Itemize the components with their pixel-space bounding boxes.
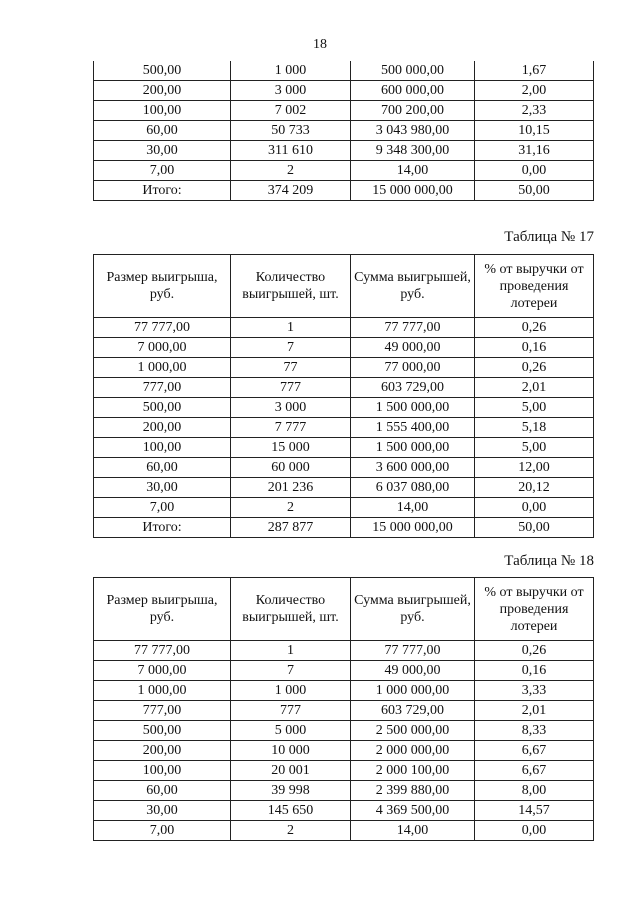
table-row: [94, 378, 594, 398]
table-18-caption: Таблица № 18: [504, 553, 594, 569]
table-row: [94, 318, 594, 338]
table-cell: 15 000 000,00: [351, 181, 475, 201]
table-cell: 200,00: [94, 741, 231, 761]
table-row: [94, 498, 594, 518]
table-cell: 7 000,00: [94, 338, 231, 358]
table-cell: 12,00: [475, 458, 594, 478]
table-row: [94, 721, 594, 741]
table-body: [94, 641, 594, 841]
table-cell: 145 650: [231, 801, 351, 821]
table-row: [94, 478, 594, 498]
table-cell: 1 000: [231, 61, 351, 81]
table-cell: 3,33: [475, 681, 594, 701]
table-cell: 60,00: [94, 121, 231, 141]
table-cell: 7 002: [231, 101, 351, 121]
table-cell: 0,26: [475, 641, 594, 661]
table-cell: 1 000: [231, 681, 351, 701]
column-header: % от выручки от проведения лотереи: [475, 578, 594, 641]
table-cell: 5,00: [475, 438, 594, 458]
table-cell: 2,33: [475, 101, 594, 121]
table-cell: 2,00: [475, 81, 594, 101]
table-cell: 5,18: [475, 418, 594, 438]
table-cell: 49 000,00: [351, 338, 475, 358]
table-row: [94, 81, 594, 101]
table-cell: 3 000: [231, 398, 351, 418]
table-cell: Итого:: [94, 181, 231, 201]
table-body: [94, 318, 594, 538]
table-cell: 603 729,00: [351, 701, 475, 721]
table-row: [94, 781, 594, 801]
table-cell: 603 729,00: [351, 378, 475, 398]
table-cell: 100,00: [94, 101, 231, 121]
table-row: [94, 101, 594, 121]
table-cell: 50 733: [231, 121, 351, 141]
table-row: [94, 398, 594, 418]
table-row: [94, 141, 594, 161]
prize-table-17: [93, 254, 594, 538]
table-cell: 20 001: [231, 761, 351, 781]
table-cell: 15 000 000,00: [351, 518, 475, 538]
table-cell: 1 555 400,00: [351, 418, 475, 438]
table-cell: 10,15: [475, 121, 594, 141]
table-cell: 49 000,00: [351, 661, 475, 681]
table-cell: 311 610: [231, 141, 351, 161]
table-cell: 60,00: [94, 781, 231, 801]
table-cell: 6,67: [475, 741, 594, 761]
table-cell: 77 777,00: [94, 318, 231, 338]
table-cell: 2 399 880,00: [351, 781, 475, 801]
table-cell: 777,00: [94, 378, 231, 398]
table-cell: 7 777: [231, 418, 351, 438]
table-row: [94, 701, 594, 721]
table-cell: 2,01: [475, 378, 594, 398]
table-cell: 1 500 000,00: [351, 438, 475, 458]
table-cell: 7: [231, 338, 351, 358]
column-header: Сумма выигрышей, руб.: [351, 578, 475, 641]
table-cell: 201 236: [231, 478, 351, 498]
table-cell: 5,00: [475, 398, 594, 418]
table-cell: 1,67: [475, 61, 594, 81]
table-17-caption: Таблица № 17: [504, 229, 594, 245]
table-row: [94, 458, 594, 478]
table-cell: 7,00: [94, 161, 231, 181]
table-cell: Итого:: [94, 518, 231, 538]
table-cell: 3 000: [231, 81, 351, 101]
table-cell: 500,00: [94, 721, 231, 741]
table-cell: 2 000 100,00: [351, 761, 475, 781]
table-row: [94, 338, 594, 358]
table-cell: 2: [231, 161, 351, 181]
table-cell: 6 037 080,00: [351, 478, 475, 498]
table-cell: 39 998: [231, 781, 351, 801]
table-cell: 60 000: [231, 458, 351, 478]
table-cell: 20,12: [475, 478, 594, 498]
table-cell: 14,00: [351, 161, 475, 181]
table-cell: 8,33: [475, 721, 594, 741]
table-cell: 1 000,00: [94, 358, 231, 378]
column-header: Количество выигрышей, шт.: [231, 255, 351, 318]
table-cell: 100,00: [94, 438, 231, 458]
table-cell: 777: [231, 701, 351, 721]
table-cell: 15 000: [231, 438, 351, 458]
table-cell: 14,57: [475, 801, 594, 821]
table-cell: 777,00: [94, 701, 231, 721]
table-cell: 500,00: [94, 61, 231, 81]
table-cell: 0,00: [475, 498, 594, 518]
table-cell: 374 209: [231, 181, 351, 201]
table-cell: 50,00: [475, 518, 594, 538]
table-cell: 0,26: [475, 318, 594, 338]
table-cell: 6,67: [475, 761, 594, 781]
table-cell: 1: [231, 318, 351, 338]
table-row: [94, 821, 594, 841]
table-cell: 31,16: [475, 141, 594, 161]
table-cell: 50,00: [475, 181, 594, 201]
table-cell: 0,00: [475, 821, 594, 841]
table-cell: 500,00: [94, 398, 231, 418]
table-row: [94, 358, 594, 378]
table-cell: 8,00: [475, 781, 594, 801]
table-header: [94, 578, 594, 641]
column-header: Размер выигрыша, руб.: [94, 255, 231, 318]
table-row: [94, 681, 594, 701]
table-cell: 77 777,00: [94, 641, 231, 661]
table-cell: 14,00: [351, 821, 475, 841]
table-cell: 1 000,00: [94, 681, 231, 701]
table-cell: 9 348 300,00: [351, 141, 475, 161]
header-row: [94, 578, 594, 641]
table-cell: 1 000 000,00: [351, 681, 475, 701]
table-cell: 77: [231, 358, 351, 378]
table-cell: 7,00: [94, 498, 231, 518]
table-cell: 3 600 000,00: [351, 458, 475, 478]
column-header: Количество выигрышей, шт.: [231, 578, 351, 641]
table-cell: 777: [231, 378, 351, 398]
table-cell: 2 500 000,00: [351, 721, 475, 741]
table-cell: 0,26: [475, 358, 594, 378]
table-cell: 0,00: [475, 161, 594, 181]
column-header: Размер выигрыша, руб.: [94, 578, 231, 641]
table-cell: 7,00: [94, 821, 231, 841]
table-cell: 0,16: [475, 661, 594, 681]
column-header: % от выручки от проведения лотереи: [475, 255, 594, 318]
table-cell: 0,16: [475, 338, 594, 358]
table-cell: 60,00: [94, 458, 231, 478]
table-cell: 200,00: [94, 418, 231, 438]
table-cell: 700 200,00: [351, 101, 475, 121]
table-cell: 2,01: [475, 701, 594, 721]
table-cell: 10 000: [231, 741, 351, 761]
column-header: Сумма выигрышей, руб.: [351, 255, 475, 318]
table-row: [94, 661, 594, 681]
table-cell: 77 777,00: [351, 641, 475, 661]
table-cell: 3 043 980,00: [351, 121, 475, 141]
table-cell: 77 000,00: [351, 358, 475, 378]
table-cell: 287 877: [231, 518, 351, 538]
table-cell: 200,00: [94, 81, 231, 101]
table-cell: 1 500 000,00: [351, 398, 475, 418]
table-cell: 77 777,00: [351, 318, 475, 338]
table-cell: 2 000 000,00: [351, 741, 475, 761]
table-row: [94, 181, 594, 201]
prize-table-continued: [93, 61, 594, 201]
table-row: [94, 641, 594, 661]
table-row: [94, 418, 594, 438]
header-row: [94, 255, 594, 318]
table-row: [94, 761, 594, 781]
table-header: [94, 255, 594, 318]
table-cell: 14,00: [351, 498, 475, 518]
table-cell: 500 000,00: [351, 61, 475, 81]
table-row: [94, 438, 594, 458]
table-cell: 2: [231, 498, 351, 518]
table-row: [94, 741, 594, 761]
table-body: [94, 61, 594, 201]
table-cell: 4 369 500,00: [351, 801, 475, 821]
table-cell: 7: [231, 661, 351, 681]
table-row: [94, 518, 594, 538]
table-row: [94, 121, 594, 141]
table-cell: 1: [231, 641, 351, 661]
table-cell: 100,00: [94, 761, 231, 781]
table-cell: 30,00: [94, 478, 231, 498]
table-row: [94, 161, 594, 181]
page-number: 18: [313, 37, 327, 52]
table-cell: 2: [231, 821, 351, 841]
table-cell: 5 000: [231, 721, 351, 741]
table-cell: 600 000,00: [351, 81, 475, 101]
table-cell: 7 000,00: [94, 661, 231, 681]
table-cell: 30,00: [94, 141, 231, 161]
table-cell: 30,00: [94, 801, 231, 821]
table-row: [94, 61, 594, 81]
table-row: [94, 801, 594, 821]
prize-table-18: [93, 577, 594, 841]
